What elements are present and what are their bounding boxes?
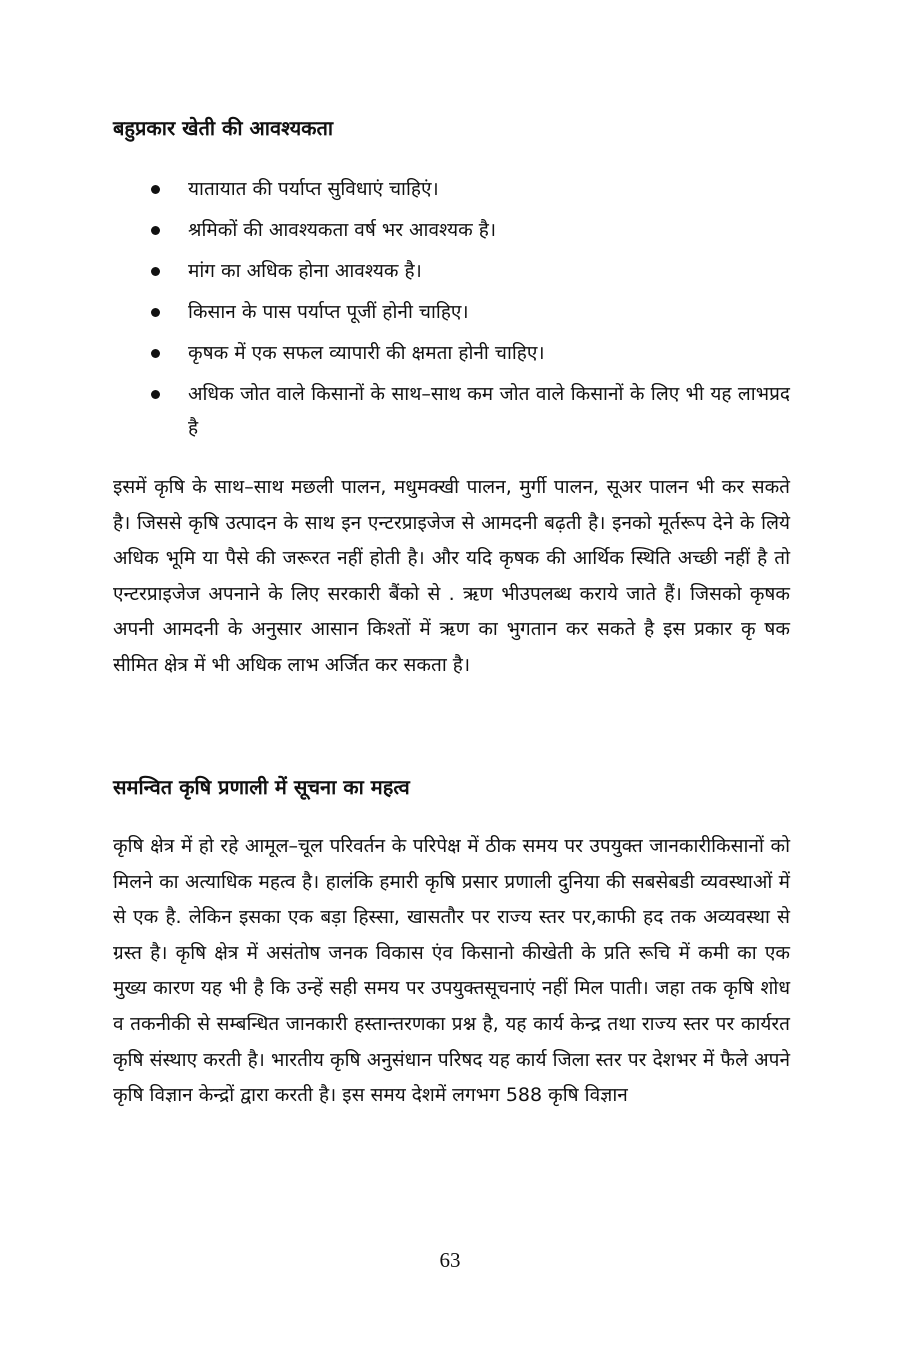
bullet-dot-icon [151, 185, 160, 194]
list-item-text: श्रमिकों की आवश्यकता वर्ष भर आवश्यक है। [188, 219, 497, 241]
body-paragraph-information: कृषि क्षेत्र में हो रहे आमूल–चूल परिवर्तन के परिपेक्ष में ठीक समय पर उपयुक्त जानकारीकिसानों को मिलने का अत्याधिक महत्व है। हालंकि हमारी कृषि प्रसार प्रणाली दुनिया की सबसेबडी व्यवस्थाओं में से एक है. लेकिन इसका एक बड़ा हिस्सा, खासतौर पर राज्य स्तर पर,काफी हद तक अव्यवस्था से ग्रस्त है। कृषि क्षेत्र में असंतोष जनक विकास एंव किसानो कीखेती के प्रति रूचि में कमी का एक मुख्य कारण यह भी है कि उन्हें सही समय पर उपयुक्तसूचनाएं नहीं मिल पाती। जहा तक कृषि शोध व तकनीकी से सम्बन्धित जानकारी हस्तान्तरणका प्रश्न है, यह कार्य केन्द्र तथा राज्य स्तर पर कार्यरत कृषि संस्थाए करती है। भारतीय कृषि अनुसंधान परिषद यह कार्य जिला स्तर पर देशभर में फैले अपने कृषि विज्ञान केन्द्रों द्वारा करती है। इस समय देशमें लगभग 588 कृषि विज्ञान [113, 835, 790, 1107]
bullet-dot-icon [151, 390, 160, 399]
body-paragraph-enterprises: इसमें कृषि के साथ–साथ मछली पालन, मधुमक्खी पालन, मुर्गी पालन, सूअर पालन भी कर सकते है। जिससे कृषि उत्पादन के साथ इन एन्टरप्राइजेज से आमदनी बढ़ती है। इनको मूर्तरूप देने के लिये अधिक भूमि या पैसे की जरूरत नहीं होती है। और यदि कृषक की आर्थिक स्थिति अच्छी नहीं है तो एन्टरप्राइजेज अपनाने के लिए सरकारी बैंको से . ऋण भीउपलब्ध कराये जाते हैं। जिसको कृषक अपनी आमदनी के अनुसार आसान किश्तों में ऋण का भुगतान कर सकते है इस प्रकार कृ षक सीमित क्षेत्र में भी अधिक लाभ अर्जित कर सकता है। [113, 476, 790, 676]
page-number: 63 [439, 1248, 461, 1272]
list-item-text: मांग का अधिक होना आवश्यक है। [188, 260, 422, 282]
list-item [150, 377, 790, 445]
bullet-dot-icon [151, 349, 160, 358]
section-heading-diversified-farming: बहुप्रकार खेती की आवश्यकता [113, 116, 334, 140]
list-item [150, 172, 790, 206]
bullet-dot-icon [151, 226, 160, 235]
list-item-text: अधिक जोत वाले किसानों के साथ–साथ कम जोत वाले किसानों के लिए भी यह लाभप्रद है [188, 383, 790, 439]
section-heading-information-importance: समन्वित कृषि प्रणाली में सूचना का महत्व [113, 775, 410, 799]
list-item [150, 336, 790, 370]
list-item [150, 213, 790, 247]
list-item-text: किसान के पास पर्याप्त पूजीं होनी चाहिए। [188, 301, 469, 323]
requirements-bullet-list [150, 172, 790, 452]
list-item-text: कृषक में एक सफल व्यापारी की क्षमता होनी चाहिए। [188, 342, 545, 364]
list-item [150, 295, 790, 329]
list-item-text: यातायात की पर्याप्त सुविधाएं चाहिएं। [188, 178, 439, 200]
list-item [150, 254, 790, 288]
bullet-dot-icon [151, 308, 160, 317]
bullet-dot-icon [151, 267, 160, 276]
